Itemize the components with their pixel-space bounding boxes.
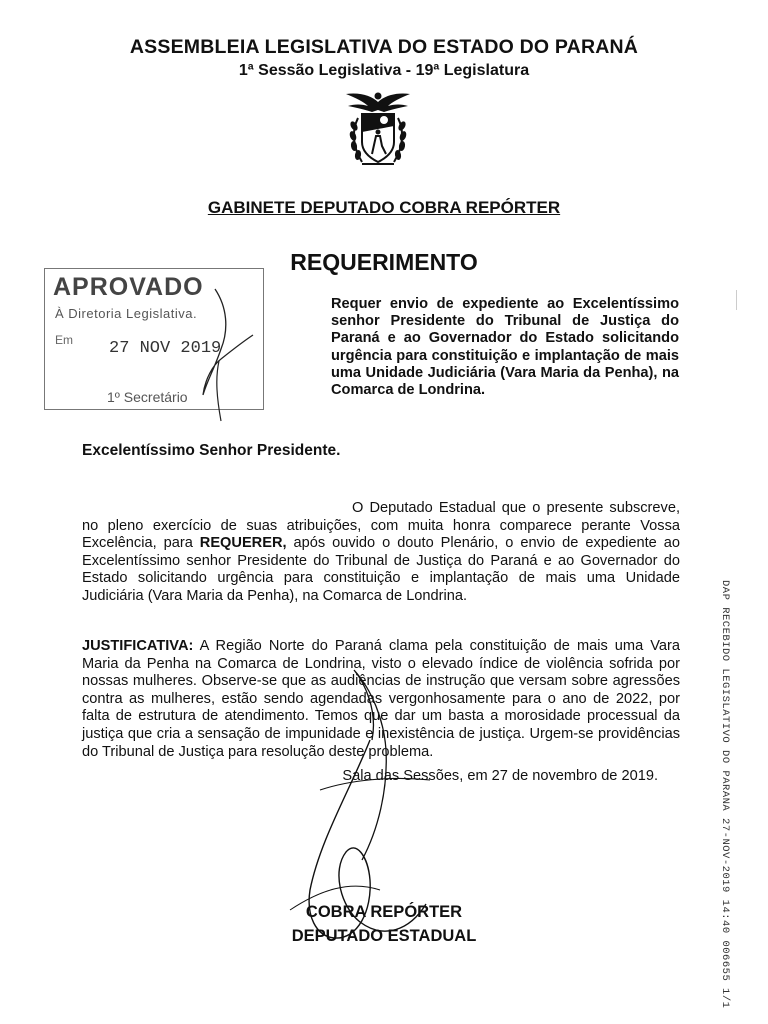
stamp-date: 27 NOV 2019	[109, 339, 222, 358]
request-text-start: O Deputado Estadual que o presente subscreve, no pleno exercício de suas atribuições, com muita honra comparece perante Vossa Excelência, para	[82, 500, 680, 552]
office-heading	[0, 198, 768, 218]
stamp-status: APROVADO	[53, 273, 204, 301]
request-summary: Requer envio de expediente ao Excelentíssimo senhor Presidente do Tribunal de Justiça do Paraná e ao Governador do Estado solicitando urgência para constituição e implantação de mais uma Unidade Judiciária (Vara Maria da Penha), na Comarca de Londrina.	[331, 296, 679, 399]
protocol-stamp-text: DAP RECEBIDO LEGISLATIVO DO PARANA 27-NOV-2019 14:40 006655 1/1	[719, 580, 731, 1009]
signer-name: COBRA REPÓRTER	[305, 903, 463, 921]
session-subtitle: 1ª Sessão Legislativa - 19ª Legislatura	[238, 62, 530, 79]
assembly-title: ASSEMBLEIA LEGISLATIVA DO ESTADO DO PARANÁ	[129, 36, 639, 58]
margin-mark	[736, 290, 737, 310]
stamp-initials-signature	[45, 269, 305, 429]
approval-stamp	[44, 268, 264, 410]
greeting: Excelentíssimo Senhor Presidente.	[82, 442, 341, 459]
request-keyword: REQUERER,	[199, 535, 287, 552]
signer-role: DEPUTADO ESTADUAL	[291, 927, 477, 945]
stamp-date-label: Em	[55, 333, 73, 347]
stamp-signer: 1º Secretário	[107, 389, 188, 405]
protocol-stamp	[705, 580, 745, 1009]
justification-text: A Região Norte do Paraná clama pela constituição de mais uma Vara Maria da Penha na Comarca de Londrina, visto o elevado índice de violência sofrida por nossas mulheres. Observe-se que as audiências de instrução que versam sobre agressões contra as mulheres, estão sendo agendadas vergonhosamente para o ano de 2022, por falta de estrutura de atendimento. Temos que dar um basta a morosidade processual da justiça que cria a sensação de impunidade e inexistência de justiça. Urgem-se providências do Tribunal de Justiça para resolução deste problema.	[82, 638, 680, 760]
request-text-end: após ouvido o douto Plenário, o envio de expediente ao Excelentíssimo senhor Presidente do Tribunal de Justiça do Paraná e ao Governador do Estado solicitando urgência para constituição e implantação de mais uma Unidade Judiciária (Vara Maria da Penha), na Comarca de Londrina.	[82, 535, 680, 604]
handwritten-signature	[260, 590, 490, 950]
justification-label: JUSTIFICATIVA:	[82, 638, 194, 654]
document-title: REQUERIMENTO	[290, 249, 478, 275]
parana-coat-of-arms-icon	[332, 84, 424, 176]
stamp-department: À Diretoria Legislativa.	[55, 306, 198, 321]
closing-line: Sala das Sessões, em 27 de novembro de 2019.	[342, 768, 658, 784]
office-name: GABINETE DEPUTADO COBRA REPÓRTER	[207, 198, 561, 217]
